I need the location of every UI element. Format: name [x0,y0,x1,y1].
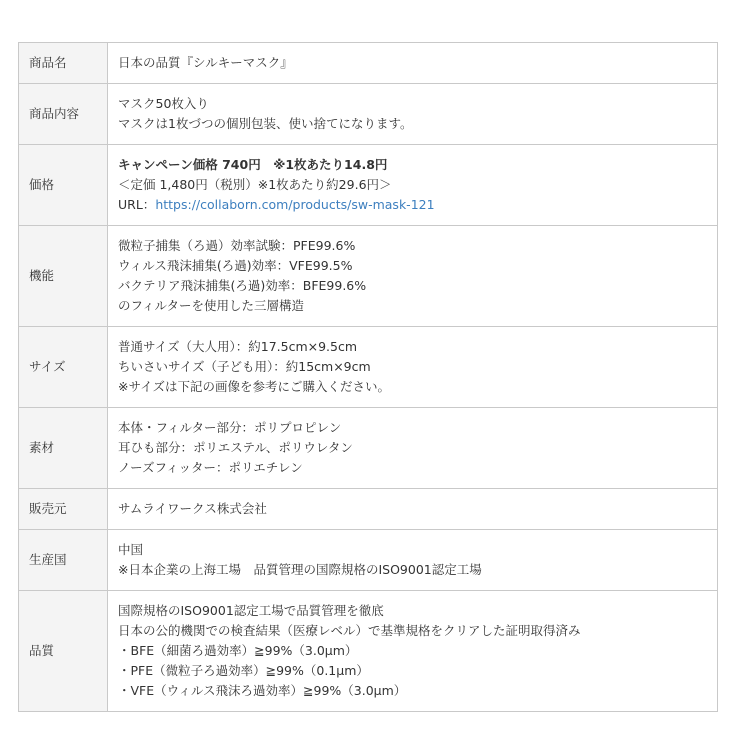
row-label-origin: 生産国 [19,530,108,591]
row-value-price [108,145,718,226]
table-row [19,84,718,145]
contents-line: マスクは1枚づつの個別包装、使い捨てになります。 [118,116,413,131]
row-label-size: サイズ [19,327,108,408]
row-value-seller [108,489,718,530]
quality-line: 日本の公的機関での検査結果（医療レベル）で基準規格をクリアした証明取得済み [118,623,581,638]
row-label-quality: 品質 [19,591,108,712]
product-url-line [118,195,707,215]
quality-line: ・BFE（細菌ろ過効率）≧99%（3.0μm） [118,643,358,658]
table-row [19,43,718,84]
row-value-function [108,226,718,327]
product-name-text: 日本の品質『シルキーマスク』 [118,55,293,70]
row-value-origin [108,530,718,591]
table-row [19,327,718,408]
function-line: のフィルターを使用した三層構造 [118,298,305,313]
quality-line: 国際規格のISO9001認定工場で品質管理を徹底 [118,603,384,618]
function-line: 微粒子捕集（ろ過）効率試験：PFE99.6% [118,238,356,253]
material-line: ノーズフィッター：ポリエチレン [118,460,303,475]
row-label-price: 価格 [19,145,108,226]
table-row [19,226,718,327]
size-line: ※サイズは下記の画像を参考にご購入ください。 [118,379,390,394]
size-line: 普通サイズ（大人用）：約17.5cm×9.5cm [118,339,358,354]
product-spec-table [18,42,718,712]
quality-line: ・VFE（ウィルス飛沫ろ過効率）≧99%（3.0μm） [118,683,407,698]
size-line: ちいさいサイズ（子ども用）：約15cm×9cm [118,359,371,374]
quality-line: ・PFE（微粒子ろ過効率）≧99%（0.1μm） [118,663,369,678]
row-value-material [108,408,718,489]
row-value-product-name [108,43,718,84]
url-prefix: URL： [118,197,156,212]
campaign-price: キャンペーン価格 740円 ※1枚あたり14.8円 [118,157,388,172]
row-value-contents [108,84,718,145]
function-line: ウィルス飛沫捕集(ろ過)効率：VFE99.5% [118,258,353,273]
regular-price: ＜定価 1,480円（税別）※1枚あたり約29.6円＞ [118,177,392,192]
seller-text: サムライワークス株式会社 [118,501,267,516]
row-label-contents: 商品内容 [19,84,108,145]
origin-line: ※日本企業の上海工場 品質管理の国際規格のISO9001認定工場 [118,562,482,577]
material-line: 耳ひも部分：ポリエステル、ポリウレタン [118,440,353,455]
row-value-quality [108,591,718,712]
contents-line: マスク50枚入り [118,96,209,111]
row-label-material: 素材 [19,408,108,489]
row-label-seller: 販売元 [19,489,108,530]
material-line: 本体・フィルター部分：ポリプロピレン [118,420,342,435]
table-row [19,145,718,226]
product-url-link[interactable]: https://collaborn.com/products/sw-mask-121 [155,197,435,212]
row-label-product-name: 商品名 [19,43,108,84]
table-row [19,408,718,489]
table-row [19,530,718,591]
table-row [19,591,718,712]
row-label-function: 機能 [19,226,108,327]
row-value-size [108,327,718,408]
table-row [19,489,718,530]
origin-line: 中国 [118,542,144,557]
function-line: バクテリア飛沫捕集(ろ過)効率：BFE99.6% [118,278,367,293]
